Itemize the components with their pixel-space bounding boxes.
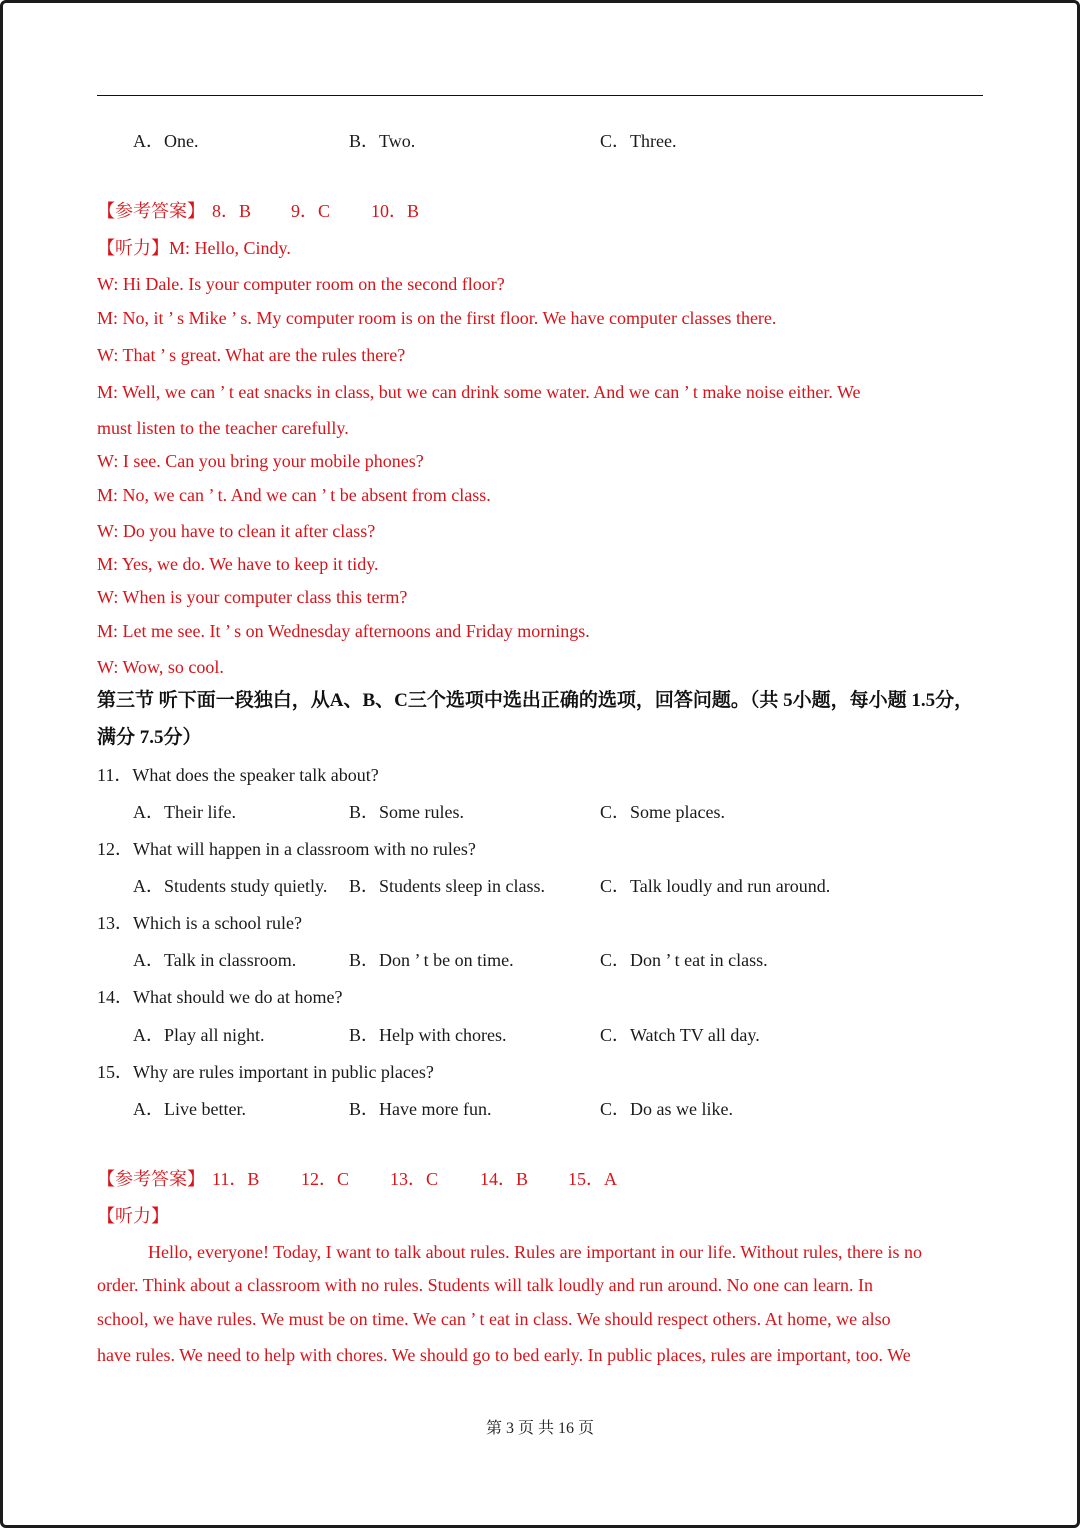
dialogue-line — [97, 237, 291, 259]
question-12-option-c: C．Talk loudly and run around. — [600, 876, 831, 896]
question-15-option-b: B．Have more fun. — [349, 1099, 492, 1119]
dialogue-line: M: Yes, we do. We have to keep it tidy. — [97, 554, 379, 574]
question-11-stem: 11．What does the speaker talk about? — [97, 765, 379, 785]
dialogue-line: M: No, we can ’ t. And we can ’ t be absent from class. — [97, 485, 491, 505]
answer-key-item: 13．C — [390, 1169, 439, 1189]
dialogue-line: M: Let me see. It ’ s on Wednesday afternoons and Friday mornings. — [97, 621, 590, 641]
question-11-option-b: B．Some rules. — [349, 802, 464, 822]
top-option-a: A．One. — [133, 131, 199, 151]
answer-key-item: 10．B — [371, 201, 420, 221]
question-12-stem: 12．What will happen in a classroom with no rules? — [97, 839, 476, 859]
answer-key-item: 11．B — [212, 1169, 260, 1189]
section-heading-continued: 满分 7.5分） — [97, 727, 202, 748]
page-number: 第 3 页 共 16 页 — [485, 1420, 594, 1437]
question-12-option-a: A．Students study quietly. — [133, 876, 328, 896]
answer-key-item: 14．B — [480, 1169, 529, 1189]
answer-key-label: 【参考答案】 — [97, 201, 205, 221]
monologue-line: order. Think about a classroom with no rules. Students will talk loudly and run around. No one can learn. In — [97, 1275, 874, 1295]
question-14-stem: 14．What should we do at home? — [97, 987, 343, 1007]
question-14-option-b: B．Help with chores. — [349, 1025, 507, 1045]
question-15-option-c: C．Do as we like. — [600, 1099, 733, 1119]
answer-key-label: 【参考答案】 — [97, 1169, 205, 1189]
dialogue-line: W: That ’ s great. What are the rules there? — [97, 345, 406, 365]
dialogue-line: W: Do you have to clean it after class? — [97, 521, 376, 541]
question-13-stem: 13．Which is a school rule? — [97, 913, 302, 933]
question-13-option-a: A．Talk in classroom. — [133, 950, 297, 970]
question-12-option-b: B．Students sleep in class. — [349, 876, 545, 896]
dialogue-line: W: Wow, so cool. — [97, 657, 224, 677]
top-option-c: C．Three. — [600, 131, 677, 151]
dialogue-line: must listen to the teacher carefully. — [97, 418, 349, 438]
question-11-option-a: A．Their life. — [133, 802, 236, 822]
dialogue-line: M: No, it ’ s Mike ’ s. My computer room is on the first floor. We have computer classes there. — [97, 308, 777, 328]
top-option-b: B．Two. — [349, 131, 416, 151]
listening-label: 【听力】 — [97, 1206, 169, 1226]
question-11-option-c: C．Some places. — [600, 802, 725, 822]
answer-key-item: 15．A — [568, 1169, 617, 1189]
question-13-option-b: B．Don ’ t be on time. — [349, 950, 514, 970]
question-13-option-c: C．Don ’ t eat in class. — [600, 950, 768, 970]
answer-key-item: 8．B — [212, 201, 252, 221]
dialogue-line: W: I see. Can you bring your mobile phones? — [97, 451, 424, 471]
dialogue-line: M: Well, we can ’ t eat snacks in class, but we can drink some water. And we can ’ t make noise either. We — [97, 382, 861, 402]
question-14-option-a: A．Play all night. — [133, 1025, 265, 1045]
listening-label: 【听力】 — [97, 238, 169, 258]
section-heading: 第三节 听下面一段独白，从A、B、C三个选项中选出正确的选项，回答问题。（共 5小题，每小题 1.5分， — [97, 690, 974, 711]
question-14-option-c: C．Watch TV all day. — [600, 1025, 760, 1045]
answer-key-1 — [97, 200, 497, 222]
header-rule — [97, 95, 983, 96]
question-15-option-a: A．Live better. — [133, 1099, 246, 1119]
monologue-line: school, we have rules. We must be on time. We can ’ t eat in class. We should respect others. At home, we also — [97, 1309, 891, 1329]
monologue-line: Hello, everyone! Today, I want to talk about rules. Rules are important in our life. Without rules, there is no — [148, 1242, 922, 1262]
dialogue-text: M: Hello, Cindy. — [169, 238, 291, 258]
answer-key-item: 9．C — [291, 201, 331, 221]
answer-key-item: 12．C — [301, 1169, 350, 1189]
monologue-line: have rules. We need to help with chores. We should go to bed early. In public places, rules are important, too. We — [97, 1345, 911, 1365]
dialogue-line: W: Hi Dale. Is your computer room on the second floor? — [97, 274, 505, 294]
dialogue-line: W: When is your computer class this term? — [97, 587, 408, 607]
question-15-stem: 15．Why are rules important in public places? — [97, 1062, 434, 1082]
answer-key-2 — [97, 1168, 657, 1190]
